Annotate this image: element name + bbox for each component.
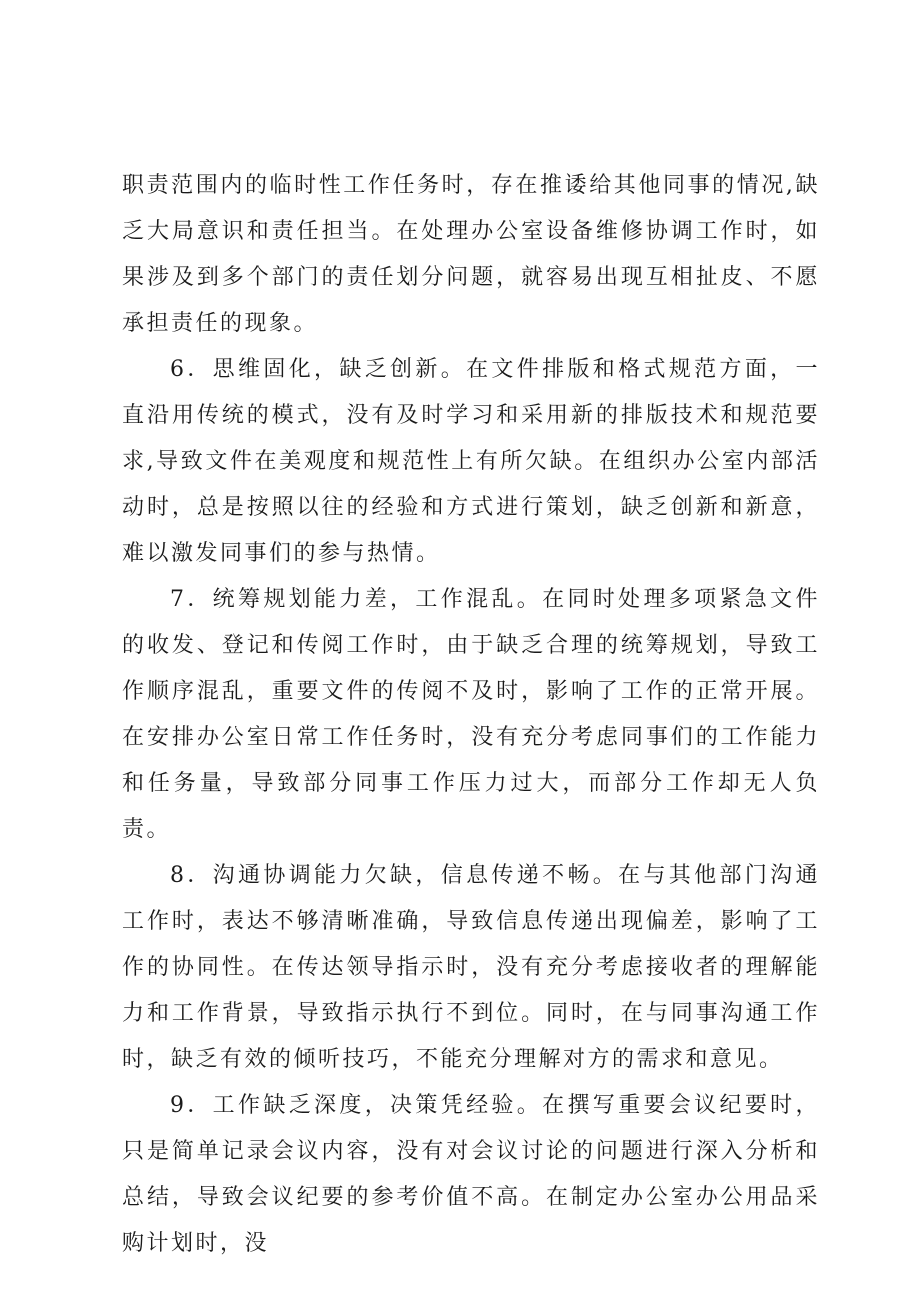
paragraph-item-9: 9．工作缺乏深度，决策凭经验。在撰写重要会议纪要时，只是简单记录会议内容，没有对会议讨论的问题进行深入分析和总结，导致会议纪要的参考价值不高。在制定办公室办公用品采购计划时，没 bbox=[122, 1093, 820, 1256]
paragraph-item-7: 7．统筹规划能力差，工作混乱。在同时处理多项紧急文件的收发、登记和传阅工作时，由于缺乏合理的统筹规划，导致工作顺序混乱，重要文件的传阅不及时，影响了工作的正常开展。在安排办公室日常工作任务时，没有充分考虑同事们的工作能力和任务量，导致部分同事工作压力过大，而部分工作却无人负责。 bbox=[122, 587, 820, 842]
paragraph-item-8: 8．沟通协调能力欠缺，信息传递不畅。在与其他部门沟通工作时，表达不够清晰准确，导致信息传递出现偏差，影响了工作的协同性。在传达领导指示时，没有充分考虑接收者的理解能力和工作背景，导致指示执行不到位。同时，在与同事沟通工作时，缺乏有效的倾听技巧，不能充分理解对方的需求和意见。 bbox=[122, 863, 820, 1072]
paragraph-item-6: 6．思维固化，缺乏创新。在文件排版和格式规范方面，一直沿用传统的模式，没有及时学习和采用新的排版技术和规范要求,导致文件在美观度和规范性上有所欠缺。在组织办公室内部活动时，总是按照以往的经验和方式进行策划，缺乏创新和新意，难以激发同事们的参与热情。 bbox=[122, 357, 820, 566]
document-body bbox=[122, 163, 820, 1267]
paragraph-continuation: 职责范围内的临时性工作任务时，存在推诿给其他同事的情况,缺乏大局意识和责任担当。在处理办公室设备维修协调工作时，如果涉及到多个部门的责任划分问题，就容易出现互相扯皮、不愿承担责任的现象。 bbox=[122, 173, 820, 336]
